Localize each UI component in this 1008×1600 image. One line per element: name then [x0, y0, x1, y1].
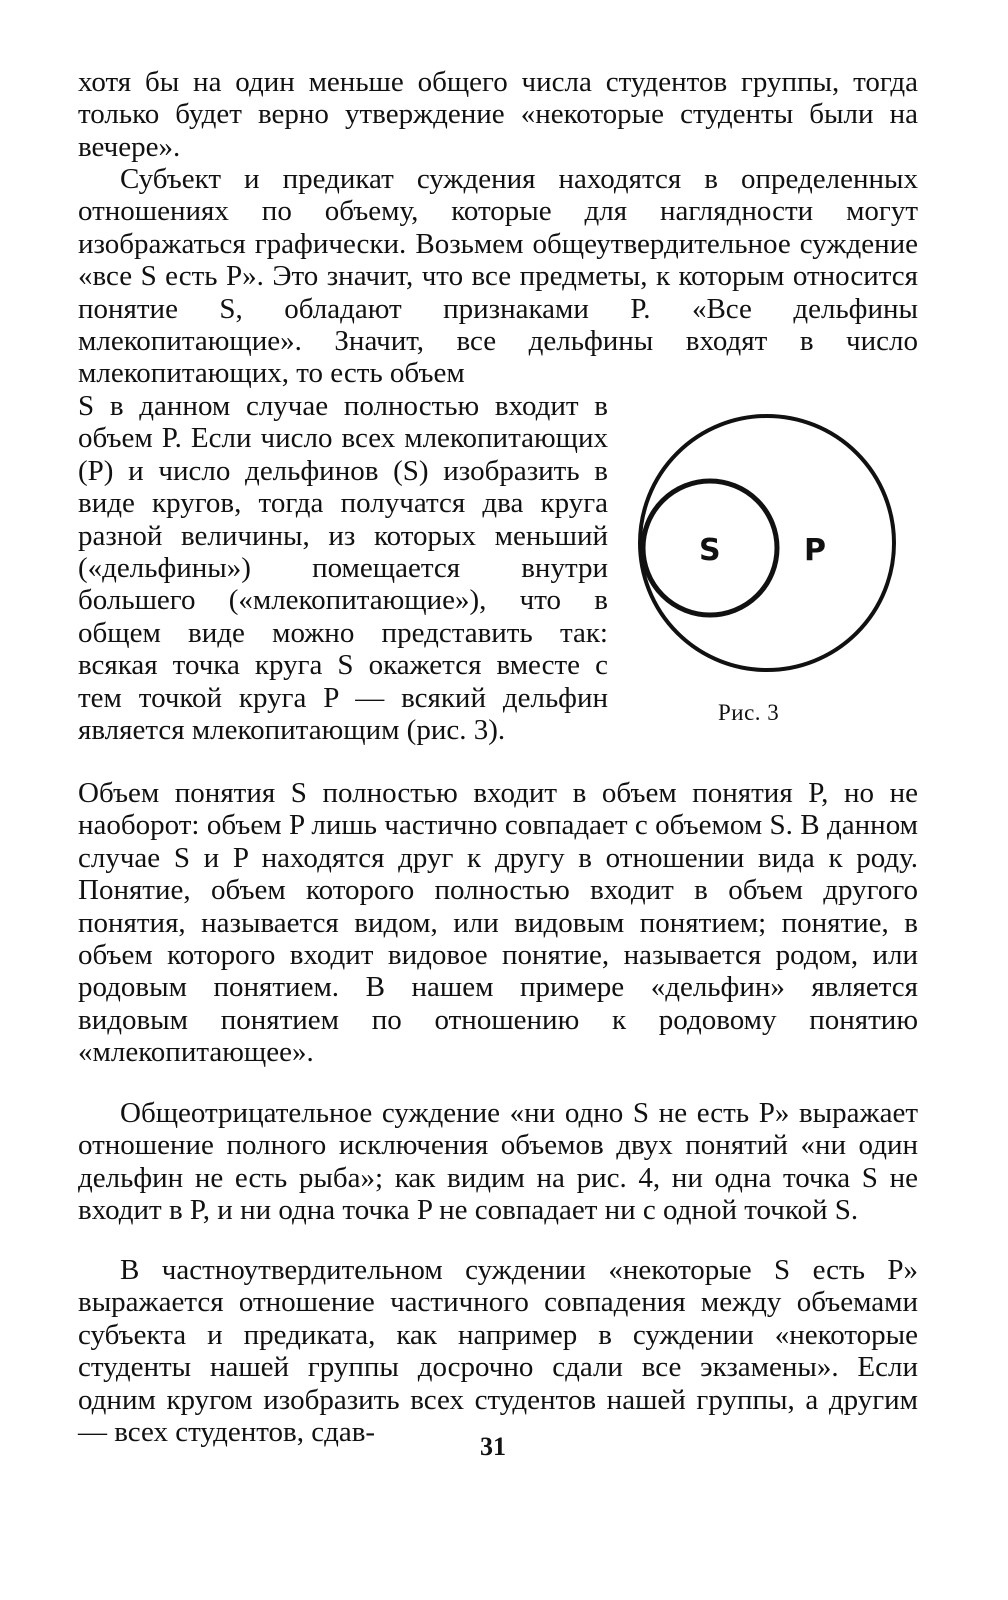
paragraph-3: Общеотрицательное суждение «ни одно S не есть P» выражает отношение полного исключения объемов двух понятий «ни один дельфин не есть рыба»; как видим на рис. 4, ни одна точка S не входит в P, и ни одна точка P не совпадает ни с одной точкой S. — [78, 1097, 918, 1227]
paragraph-2-bottom: Объем понятия S полностью входит в объем понятия P, но не наоборот: объем P лишь частично совпадает с объемом S. В данном случае S и P находятся друг к другу в отношении вида к роду. Понятие, объем которого полностью входит в объем другого понятия, называется видом, или видовым понятием; понятие, в объем которого входит видовое понятие, называется родом, или родовым понятием. В нашем примере «дельфин» является видовым понятием по отношению к родовому понятию «млекопитающее». — [78, 777, 918, 1069]
page-number: 31 — [480, 1432, 506, 1461]
paragraph-2-after-figure — [78, 777, 918, 1069]
paragraph-2-full-width — [78, 163, 918, 390]
paragraph-4-block — [78, 1254, 918, 1448]
inclusion-circles-diagram — [632, 408, 902, 678]
paragraph-continuation — [78, 66, 918, 163]
predicate-circle — [640, 416, 894, 670]
paragraph-4: В частноутвердительном суждении «некоторые S есть P» выражается отношение частичного совпадения между объемами субъекта и предиката, как например в суждении «некоторые студенты нашей группы досрочно сдали все экзамены». Если одним кругом изобразить всех студентов нашей группы, а другим — всех студентов, сдав- — [78, 1254, 918, 1449]
predicate-label: P — [804, 533, 826, 568]
venn-figure-3 — [632, 408, 902, 678]
paragraph-2-middle: S в данном случае полностью входит в объем P. Если число всех млекопитающих (P) и число дельфинов (S) изобразить в виде кругов, тогда получатся два круга разной величины, из которых меньший («дельфины») помещается внутри большего («млекопитающие»), что в общем виде можно представить так: всякая точка круга S окажется вместе с тем точкой круга P — всякий дельфин является млекопитающим (рис. 3). — [78, 390, 608, 747]
paragraph-2-beside-figure — [78, 390, 608, 746]
paragraph-1: хотя бы на один меньше общего числа студентов группы, тогда только будет верно утверждение «некоторые студенты были на вечере». — [78, 66, 918, 163]
paragraph-2-top: Субъект и предикат суждения находятся в определенных отношениях по объему, которые для наглядности могут изображаться графически. Возьмем общеутвердительное суждение «все S есть P». Это значит, что все предметы, к которым относится понятие S, обладают признаками P. «Все дельфины млекопитающие». Значит, все дельфины входят в число млекопитающих, то есть объем — [78, 163, 918, 390]
paragraph-3-block — [78, 1097, 918, 1227]
subject-label: S — [699, 533, 721, 568]
figure-caption: Рис. 3 — [718, 700, 780, 725]
